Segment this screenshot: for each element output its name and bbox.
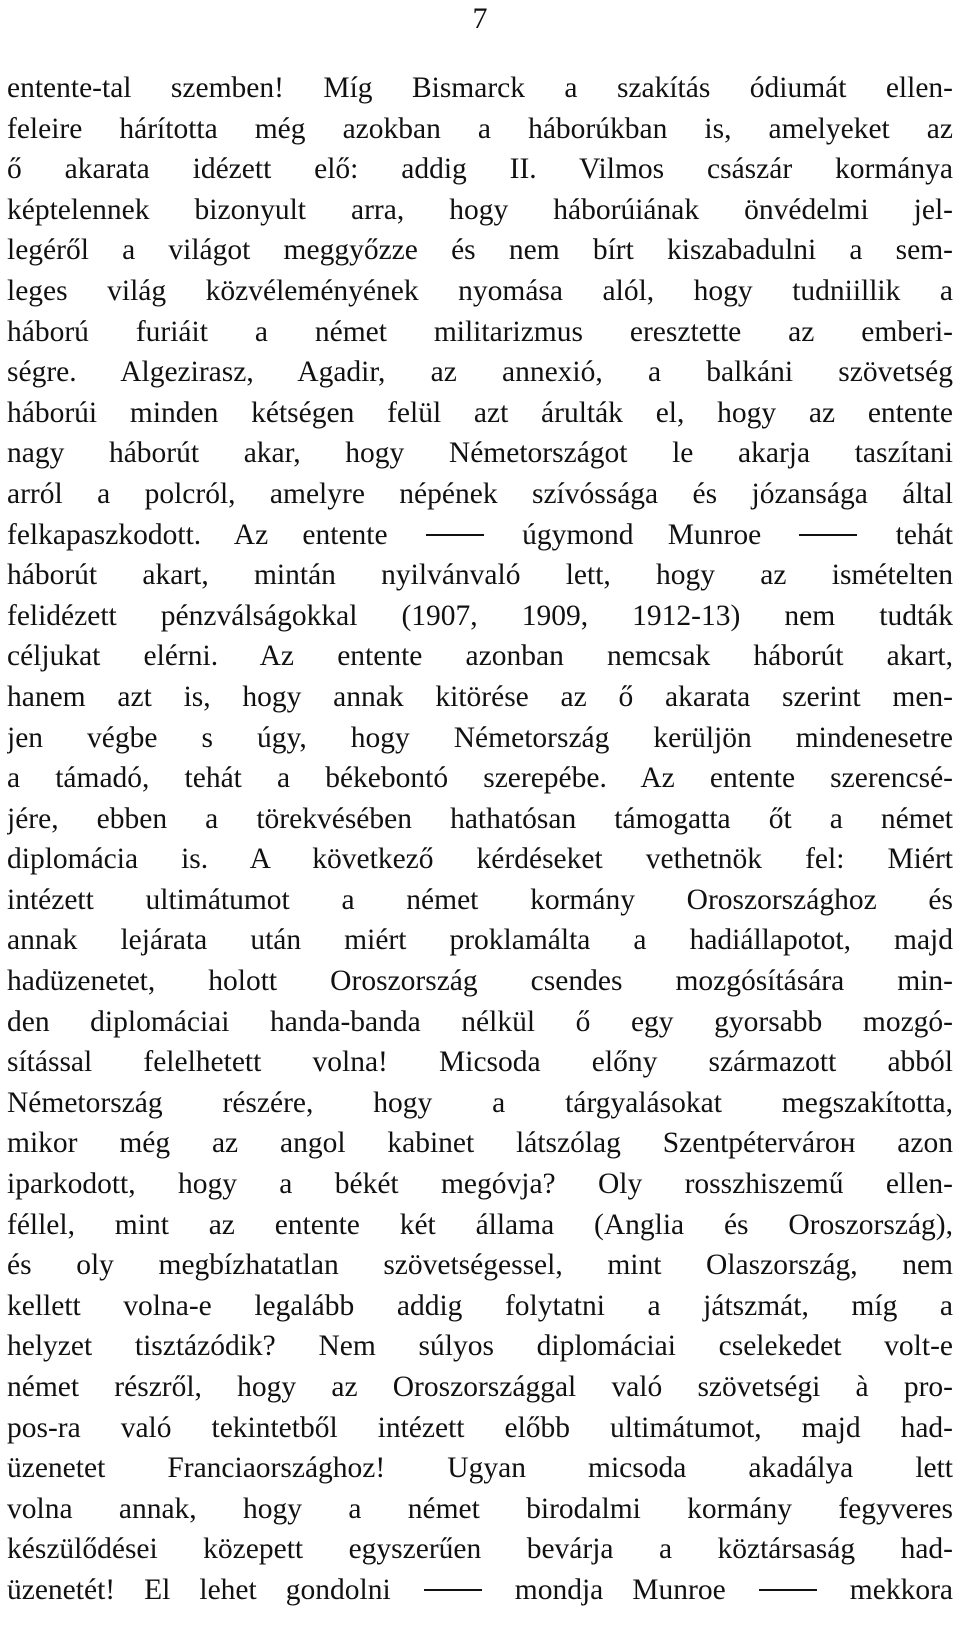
text-line: készülődései közepett egyszerűen bevárja a köztársaság had- [7,1533,953,1566]
text-line: hadüzenetet, holott Oroszország csendes mozgósítására min- [7,965,953,998]
text-line: den diplomáciai handa-banda nélkül ő egy gyorsabb mozgó- [7,1005,953,1038]
text-line: pos-ra való tekintetből intézett előbb ultimátumot, majd had- [7,1411,953,1444]
text-line: üzenetet Franciaországhoz! Ugyan micsoda akadálya lett [7,1452,953,1485]
text-line: arról a polcról, amelyre népének szívóssága és józansága által [7,477,953,510]
text-line: sítással felelhetett volna! Micsoda előny származott abból [7,1046,953,1079]
text-line: felidézett pénzválságokkal (1907, 1909, 1912-13) nem tudták [7,599,953,632]
text-line: hanem azt is, hogy annak kitörése az ő akarata szerint men- [7,680,953,713]
text-line: ségre. Algezirasz, Agadir, az annexió, a balkáni szövetség [7,356,953,389]
page-number: 7 [472,2,488,35]
text-line: intézett ultimátumot a német kormány Oroszországhoz és [7,883,953,916]
text-line: iparkodott, hogy a békét megóvja? Oly rosszhiszemű ellen- [7,1168,953,1201]
text-line: jére, ebben a törekvésében hathatósan támogatta őt a német [7,802,953,835]
text-line: leges világ közvéleményének nyomása alól, hogy tudniillik a [7,274,953,307]
em-dash [426,534,484,536]
body-text [7,68,953,1611]
text-line: volna annak, hogy a német birodalmi kormány fegyveres [7,1492,953,1525]
text-line: képtelennek bizonyult arra, hogy háborúiának önvédelmi jel- [7,193,953,226]
text-line: céljukat elérni. Az entente azonban nemcsak háborút akart, [7,640,953,673]
em-dash [424,1589,482,1591]
text-line: a támadó, tehát a békebontó szerepébe. Az entente szerencsé- [7,762,953,795]
text-line: mikor még az angol kabinet látszólag Szentpétervárон azon [7,1127,953,1160]
text-line: háborút akart, mintán nyilvánvaló lett, hogy az ismételten [7,559,953,592]
text-line: legéről a világot meggyőzze és nem bírt kiszabadulni a sem- [7,234,953,267]
text-line: üzenetét! El lehet gondolni mondja Munroe mekkora [7,1573,953,1606]
text-line: féllel, mint az entente két állama (Anglia és Oroszország), [7,1208,953,1241]
text-line: entente-tal szemben! Míg Bismarck a szakítás ódiumát ellen- [7,72,953,104]
text-line: háborúi minden kétségen felül azt árulták el, hogy az entente [7,396,953,429]
text-line: német részről, hogy az Oroszországgal való szövetségi à pro- [7,1371,953,1403]
text-line: annak lejárata után miért proklamálta a hadiállapotot, majd [7,924,953,957]
text-line: Németország részére, hogy a tárgyalásokat megszakította, [7,1086,953,1119]
text-line: háború furiáit a német militarizmus eresztette az emberi- [7,315,953,348]
text-line: diplomácia is. A következő kérdéseket vethetnök fel: Miért [7,843,953,876]
text-line: helyzet tisztázódik? Nem súlyos diplomáciai cselekedet volt-e [7,1330,953,1363]
text-line: és oly megbízhatatlan szövetségessel, mint Olaszország, nem [7,1249,953,1282]
text-line: ő akarata idézett elő: addig II. Vilmos császár kormánya [7,153,953,186]
text-line: jen végbe s úgy, hogy Németország kerüljön mindenesetre [7,721,953,754]
text-line: kellett volna-e legalább addig folytatni a játszmát, míg a [7,1289,953,1322]
text-line: feleire hárította még azokban a háborúkban is, amelyeket az [7,112,953,145]
em-dash [799,534,857,536]
text-line: nagy háborút akar, hogy Németországot le akarja taszítani [7,437,953,470]
text-line: felkapaszkodott. Az entente úgymond Munroe tehát [7,518,953,551]
em-dash [759,1589,817,1591]
